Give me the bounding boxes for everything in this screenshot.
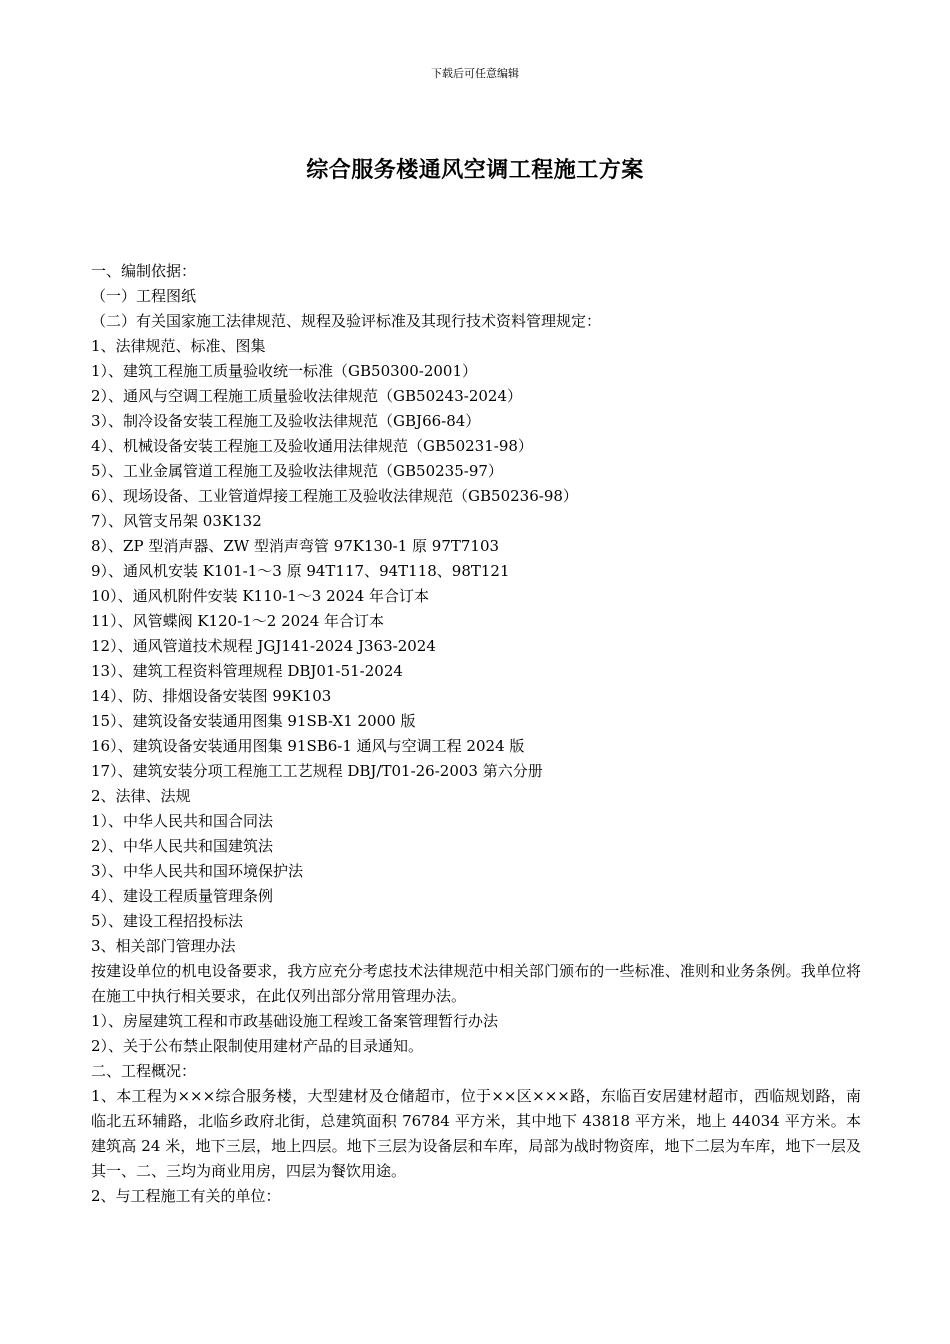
list-item: 7）、风管支吊架 03K132	[91, 512, 262, 530]
list-item: 1）、中华人民共和国合同法	[91, 812, 274, 830]
list-item: 5）、工业金属管道工程施工及验收法律规范（GB50235-97）	[91, 462, 503, 480]
section-heading: 一、编制依据：	[91, 262, 197, 280]
list-item: 3）、制冷设备安装工程施工及验收法律规范（GBJ66-84）	[91, 412, 481, 430]
document-title: 综合服务楼通风空调工程施工方案	[306, 158, 644, 183]
list-item: 11）、风管蝶阀 K120-1～2 2024 年合订本	[91, 612, 385, 630]
list-item: 6）、现场设备、工业管道焊接工程施工及验收法律规范（GB50236-98）	[91, 487, 578, 505]
list-item: 1）、房屋建筑工程和市政基础设施工程竣工备案管理暂行办法	[91, 1012, 499, 1030]
list-item: 2）、关于公布禁止限制使用建材产品的目录通知。	[91, 1037, 424, 1055]
list-heading: 1、法律规范、标准、图集	[91, 337, 266, 355]
list-item: 4）、机械设备安装工程施工及验收通用法律规范（GB50231-98）	[91, 437, 533, 455]
list-item: 5）、建设工程招投标法	[91, 912, 244, 930]
subsection-heading: （一）工程图纸	[91, 287, 197, 305]
list-item: 9）、通风机安装 K101-1～3 原 94T117、94T118、98T121	[91, 562, 510, 580]
list-item: 2）、中华人民共和国建筑法	[91, 837, 274, 855]
list-heading: 3、相关部门管理办法	[91, 937, 236, 955]
list-heading: 2、法律、法规	[91, 787, 191, 805]
document-body	[91, 259, 861, 1209]
page-header-note: 下载后可任意编辑	[431, 67, 519, 80]
list-heading: 2、与工程施工有关的单位：	[91, 1187, 281, 1205]
list-item: 14）、防、排烟设备安装图 99K103	[91, 687, 332, 705]
list-item: 12）、通风管道技术规程 JGJ141-2024 J363-2024	[91, 637, 436, 655]
list-item: 3）、中华人民共和国环境保护法	[91, 862, 304, 880]
subsection-heading: （二）有关国家施工法律规范、规程及验评标准及其现行技术资料管理规定：	[91, 312, 602, 330]
list-item: 13）、建筑工程资料管理规程 DBJ01-51-2024	[91, 662, 403, 680]
section-heading: 二、工程概况：	[91, 1062, 197, 1080]
list-item: 16）、建筑设备安装通用图集 91SB6-1 通风与空调工程 2024 版	[91, 737, 525, 755]
list-item: 2）、通风与空调工程施工质量验收法律规范（GB50243-2024）	[91, 387, 523, 405]
list-item: 15）、建筑设备安装通用图集 91SB-X1 2000 版	[91, 712, 416, 730]
list-item: 10）、通风机附件安装 K110-1～3 2024 年合订本	[91, 587, 430, 605]
list-item: 4）、建设工程质量管理条例	[91, 887, 274, 905]
body-paragraph: 1、本工程为×××综合服务楼，大型建材及仓储超市，位于××区×××路，东临百安居建材超市，西临规划路，南临北五环辅路，北临乡政府北街，总建筑面积 76784 平方米，其中地下 43818 平方米，地上 44034 平方米。本建筑高 24 米，地下三层，地上四层。地下三层为设备层和车库，局部为战时物资库，地下二层为车库，地下一层及其一、二、三均为商业用房，四层为餐饮用途。	[91, 1087, 861, 1180]
list-item: 17）、建筑安装分项工程施工工艺规程 DBJ/T01-26-2003 第六分册	[91, 762, 543, 780]
body-paragraph: 按建设单位的机电设备要求，我方应充分考虑技术法律规范中相关部门颁布的一些标准、准则和业务条例。我单位将在施工中执行相关要求，在此仅列出部分常用管理办法。	[91, 962, 861, 1005]
list-item: 1）、建筑工程施工质量验收统一标准（GB50300-2001）	[91, 362, 478, 380]
list-item: 8）、ZP 型消声器、ZW 型消声弯管 97K130-1 原 97T7103	[91, 537, 500, 555]
